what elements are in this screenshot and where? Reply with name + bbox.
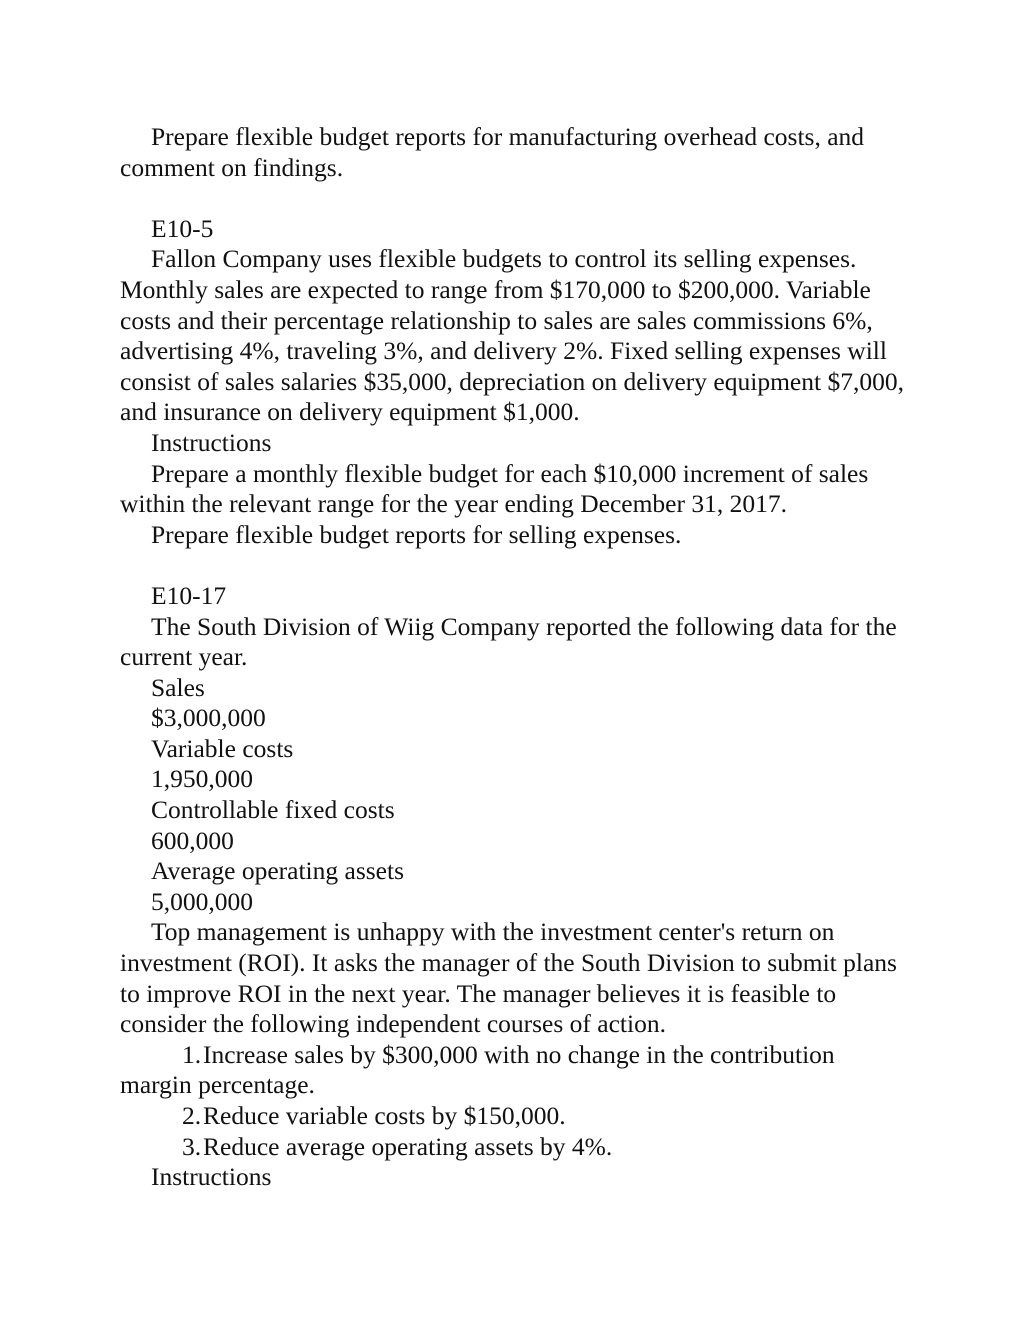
data-value-sales: $3,000,000 xyxy=(151,703,266,733)
exercise-e10-5-task-b: Prepare flexible budget reports for selling expenses. xyxy=(151,519,682,549)
data-value-average-operating-assets: 5,000,000 xyxy=(151,886,253,916)
data-label-sales: Sales xyxy=(151,672,205,702)
list-item xyxy=(120,1040,910,1101)
list-item-text: Reduce average operating assets by 4%. xyxy=(203,1131,613,1161)
data-label-variable-costs: Variable costs xyxy=(151,733,294,763)
exercise-e10-5-heading: E10-5 xyxy=(151,213,214,243)
list-item xyxy=(120,1132,910,1163)
exercise-e10-17-paragraph: Top management is unhappy with the investment center's return on investment (ROI). It asks the manager of the South Division to submit plans to improve ROI in the next year. The manager believes it is feasible to consider the following independent courses of action. xyxy=(120,917,897,1039)
spacer xyxy=(120,550,910,581)
list-item xyxy=(120,1101,910,1132)
intro-paragraph: Prepare flexible budget reports for manufacturing overhead costs, and comment on findings. xyxy=(120,122,865,182)
list-item-text: Reduce variable costs by $150,000. xyxy=(203,1101,566,1130)
list-item-text: Increase sales by $300,000 with no change in the contribution margin percentage. xyxy=(120,1039,835,1100)
exercise-e10-17-heading: E10-17 xyxy=(151,580,227,610)
exercise-e10-5-instructions-label: Instructions xyxy=(151,427,272,457)
data-value-variable-costs: 1,950,000 xyxy=(151,764,253,794)
exercise-e10-5-body: Fallon Company uses flexible budgets to control its selling expenses. Monthly sales are expected to range from $170,000 to $200,000. Variable costs and their percentage relationship to sales are sales commissions 6%, advertising 4%, traveling 3%, and delivery 2%. Fixed selling expenses will consist of sales salaries $35,000, depreciation on delivery equipment $7,000, and insurance on delivery equipment $1,000. xyxy=(120,244,904,427)
data-label-average-operating-assets: Average operating assets xyxy=(151,856,405,886)
data-value-controllable-fixed-costs: 600,000 xyxy=(151,825,234,855)
document-page xyxy=(120,122,910,1193)
data-label-controllable-fixed-costs: Controllable fixed costs xyxy=(151,795,395,825)
exercise-e10-17-body: The South Division of Wiig Company reported the following data for the current year. xyxy=(120,611,897,672)
list-item-number: 2. xyxy=(182,1101,202,1130)
list-item-number: 1. xyxy=(182,1039,202,1069)
exercise-e10-5-task-a: Prepare a monthly flexible budget for each $10,000 increment of sales within the relevant range for the year ending December 31, 2017. xyxy=(120,458,869,519)
spacer xyxy=(120,183,910,214)
exercise-e10-17-instructions-label: Instructions xyxy=(151,1162,272,1192)
list-item-number: 3. xyxy=(182,1131,202,1161)
